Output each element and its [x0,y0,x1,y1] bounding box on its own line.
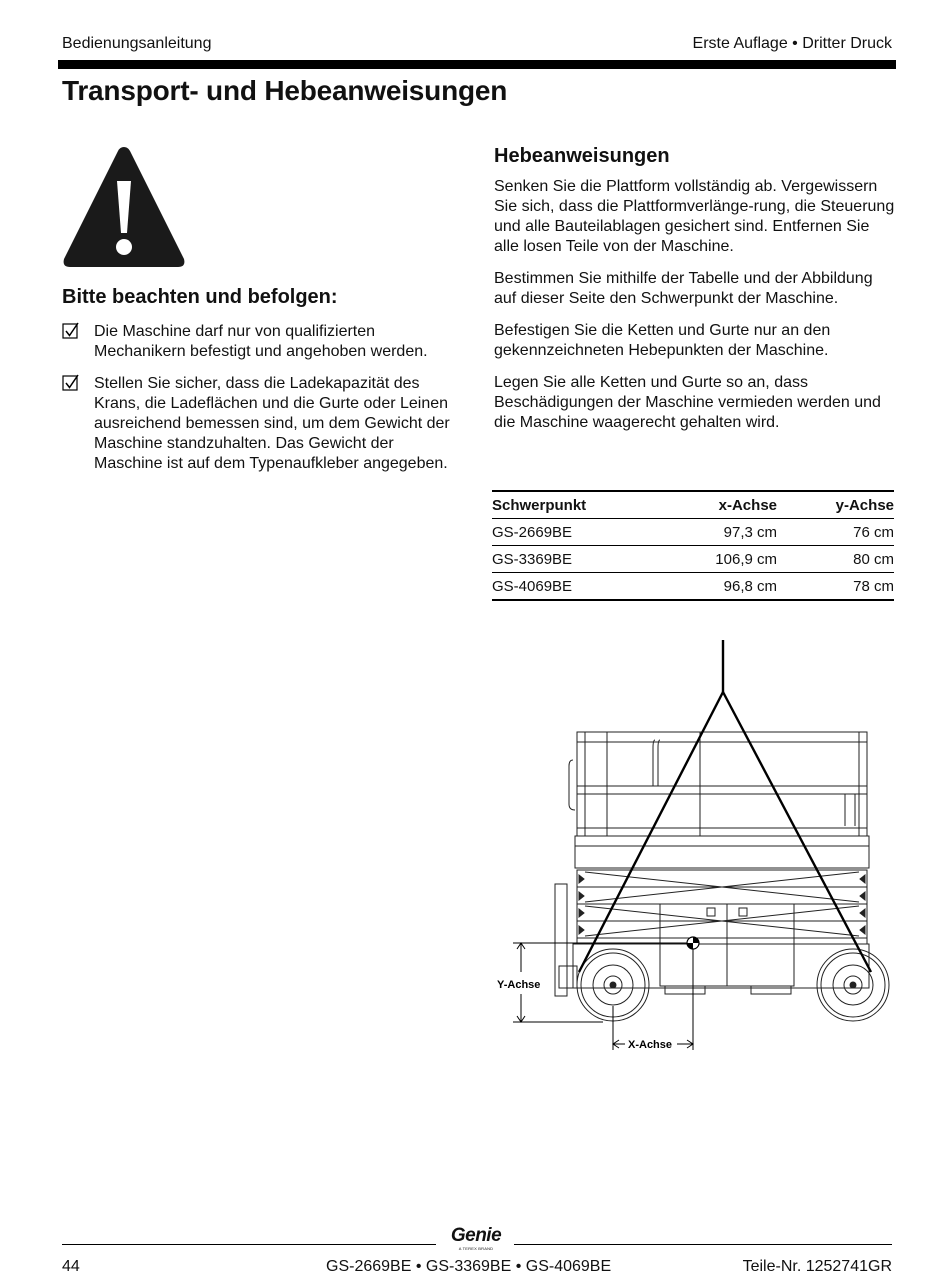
checklist-item [62,374,452,474]
page-number: 44 [62,1258,80,1275]
table-header: y-Achse [777,491,894,519]
checklist-item-text: Stellen Sie sicher, dass die Ladekapazität des Krans, die Ladeflächen und die Gurte oder Leinen ausreichend bemessen sind, um dem Gewicht der Maschine standzuhalten. Das Gewicht der Maschine ist auf dem Typenaufkleber angegeben. [94,375,450,472]
lifting-paragraph: Bestimmen Sie mithilfe der Tabelle und der Abbildung auf dieser Seite den Schwerpunkt der Maschine. [494,270,873,307]
center-of-gravity-table [492,490,894,601]
lifting-slings [579,640,871,972]
footer-rule-left [62,1244,436,1245]
y-axis-label: Y-Achse [497,979,541,991]
footer-part-number: Teile-Nr. 1252741GR [742,1258,892,1275]
table-row [492,573,894,601]
lifting-paragraph: Legen Sie alle Ketten und Gurte so an, dass Beschädigungen der Maschine vermieden werden und die Maschine waagerecht gehalten wird. [494,374,881,431]
lifting-section [494,145,896,445]
logo-tagline: A TEREX BRAND [458,1246,494,1251]
table-header: x-Achse [662,491,777,519]
x-axis-label: X-Achse [628,1039,673,1051]
platform-guardrail [577,732,867,836]
lifting-paragraph: Befestigen Sie die Ketten und Gurte nur an den gekennzeichneten Hebepunkten der Maschine. [494,322,831,359]
table-header: Schwerpunkt [492,491,662,519]
footer-rule-right [514,1244,892,1245]
lifting-heading: Hebeanweisungen [494,145,670,167]
table-cell: 96,8 cm [662,573,777,601]
logo-wordmark: Genie [450,1225,502,1246]
warning-triangle-icon [62,145,186,269]
front-wheel [817,949,889,1021]
checkbox-icon [62,322,80,340]
genie-logo [442,1226,510,1251]
scissor-lift-lifting-diagram [495,636,895,1056]
checklist-item [62,322,452,362]
table-cell: GS-2669BE [492,519,662,546]
table-cell: GS-4069BE [492,573,662,601]
lifting-paragraph: Senken Sie die Plattform vollständig ab. Vergewissern Sie sich, dass die Plattformverlänge-rung, die Steuerung und alle Bauteilablagen gesichert sind. Entfernen Sie alle losen Teile von der Maschine. [494,178,895,255]
safety-checklist [62,322,452,486]
checklist-item-text: Die Maschine darf nur von qualifizierten Mechanikern befestigt und angehoben werden. [94,323,428,360]
header-rule [58,60,896,69]
table-row [492,546,894,573]
table-cell: GS-3369BE [492,546,662,573]
table-header-row [492,491,894,519]
platform-deck [575,836,869,846]
safety-heading: Bitte beachten und befolgen: [62,286,338,308]
header-edition: Erste Auflage • Dritter Druck [692,35,892,52]
page-title: Transport- und Hebeanweisungen [62,75,508,106]
checkbox-icon [62,374,80,392]
footer-models: GS-2669BE • GS-3369BE • GS-4069BE [326,1258,612,1275]
center-of-gravity-icon [687,937,699,949]
table-cell: 80 cm [777,546,894,573]
table-row [492,519,894,546]
header-manual-title: Bedienungsanleitung [62,35,212,52]
dimension-lines [513,943,693,1050]
table-cell: 76 cm [777,519,894,546]
table-cell: 97,3 cm [662,519,777,546]
table-cell: 106,9 cm [662,546,777,573]
table-cell: 78 cm [777,573,894,601]
